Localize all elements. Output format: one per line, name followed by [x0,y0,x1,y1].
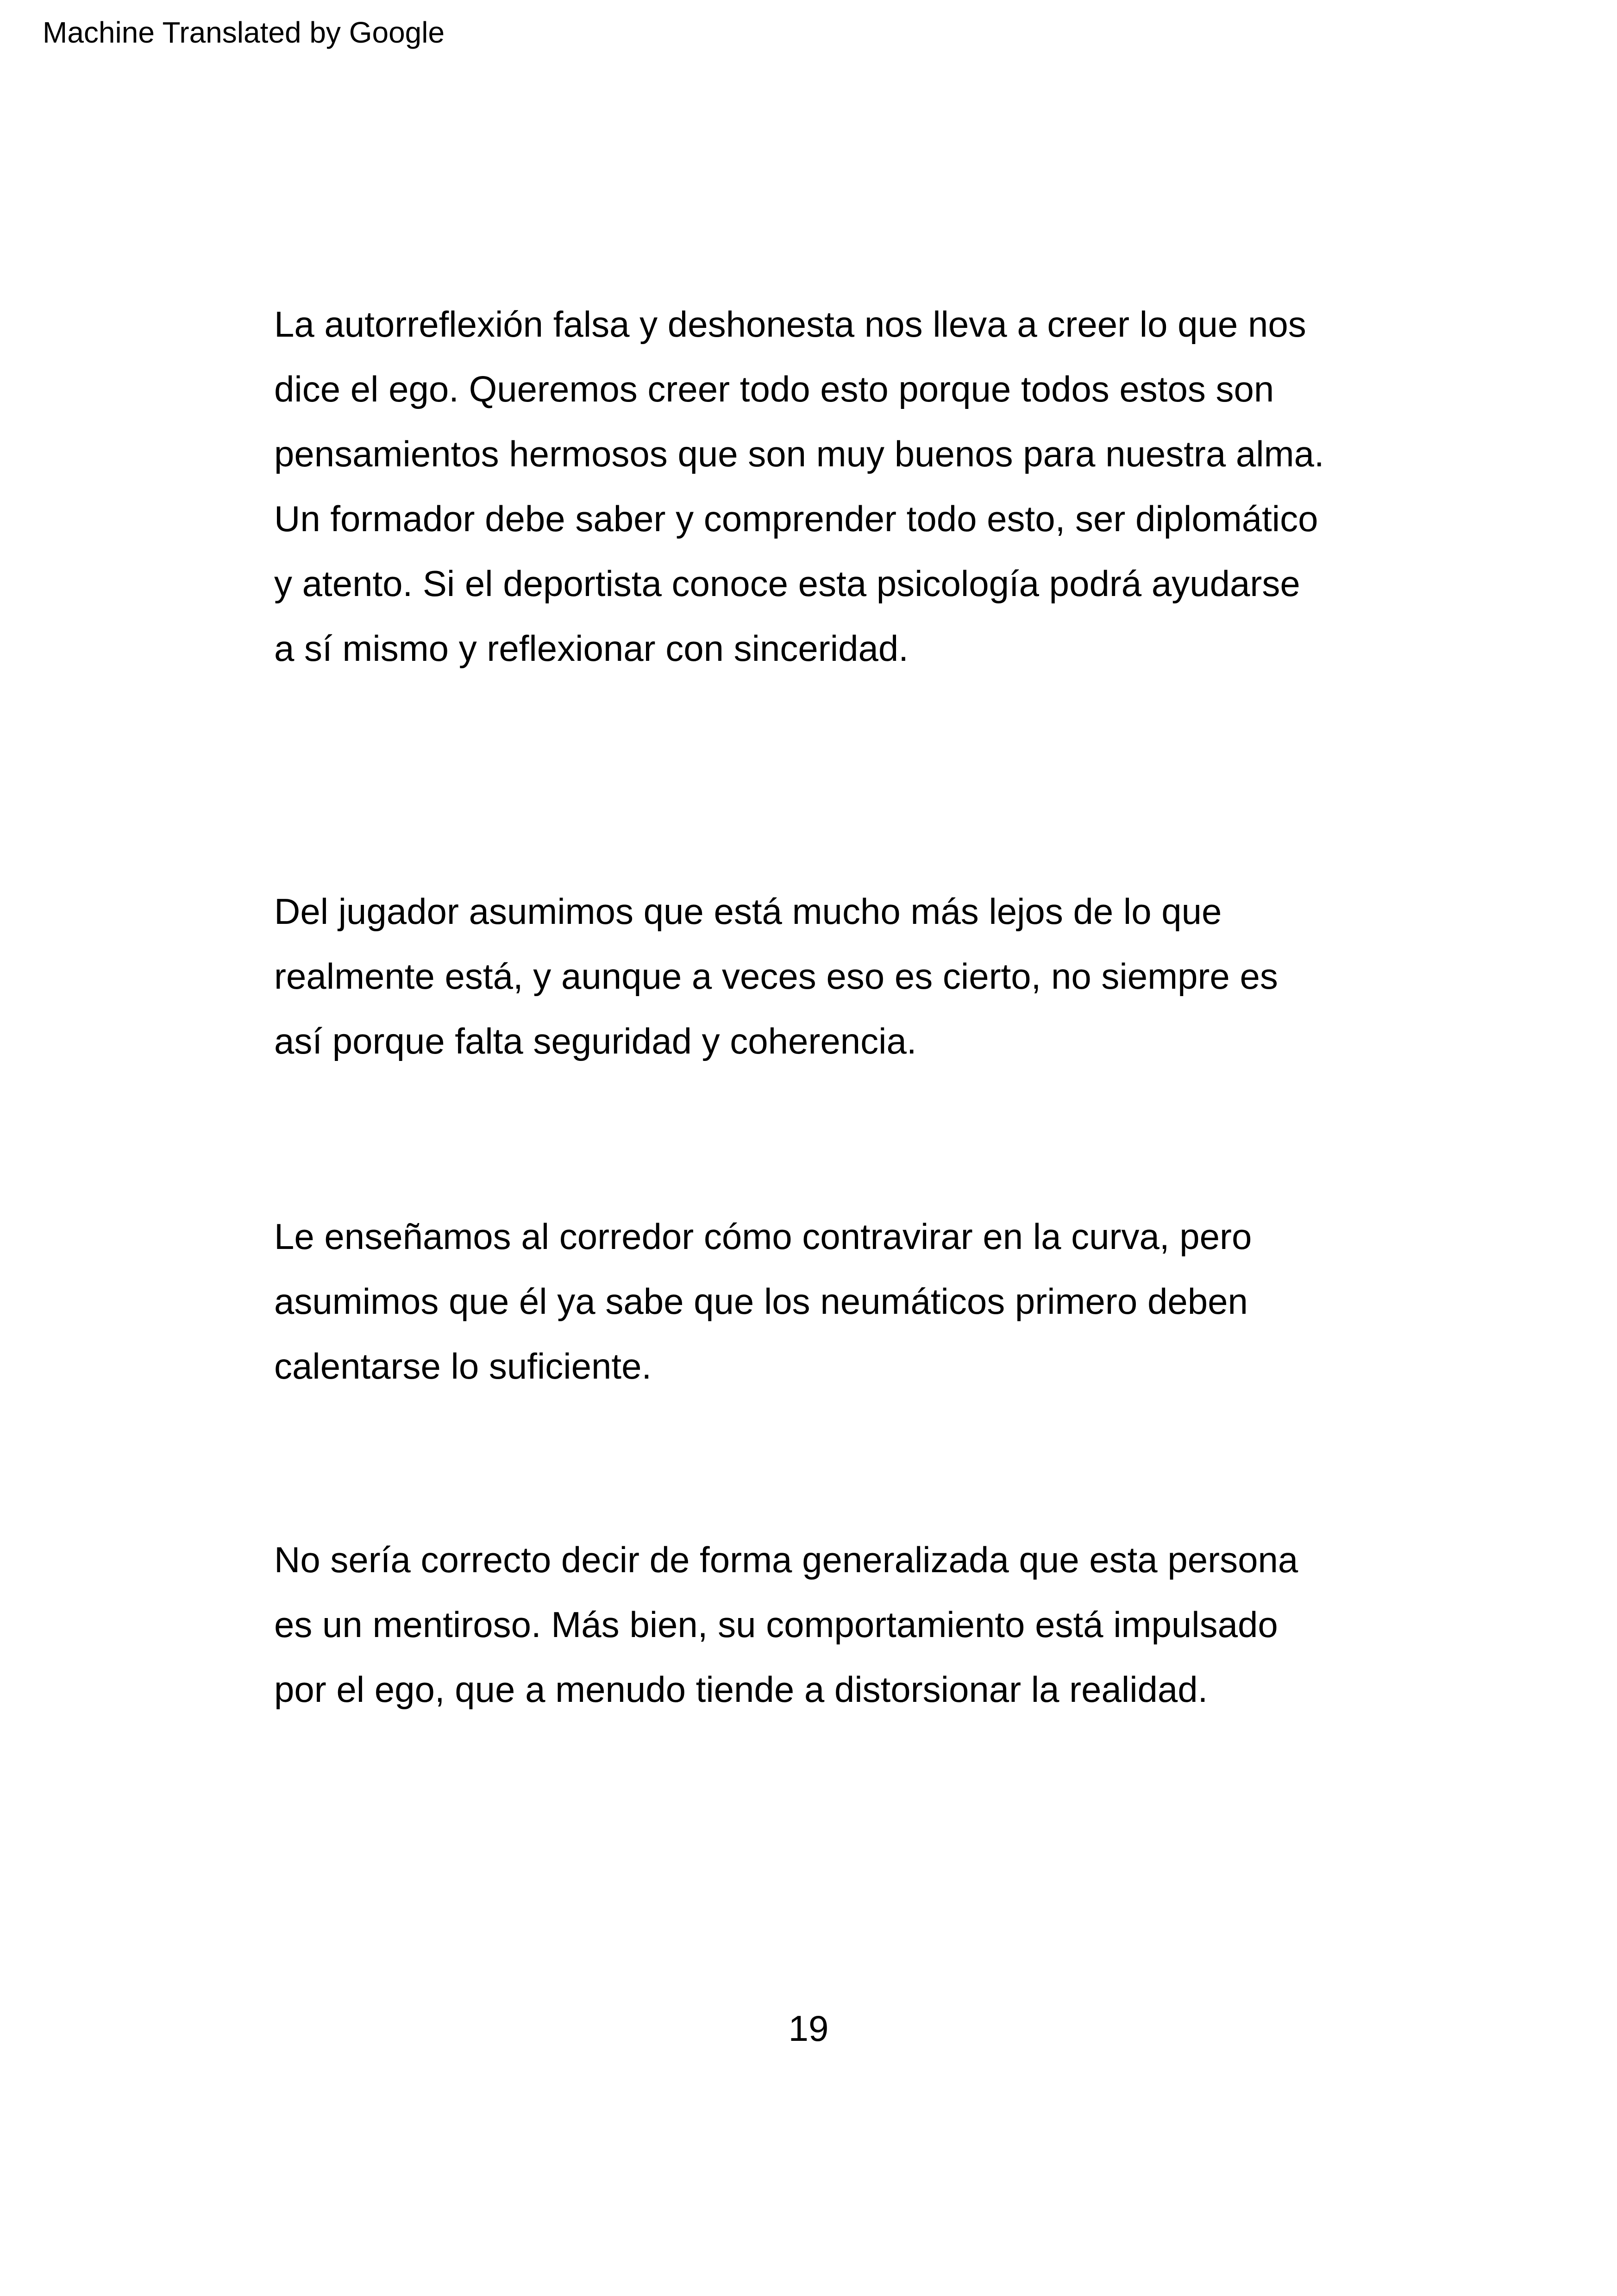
paragraph-3 [274,1204,1367,1399]
paragraph-line: calentarse lo suficiente. [274,1346,652,1386]
paragraph-line: realmente está, y aunque a veces eso es cierto, no siempre es [274,956,1278,997]
paragraph-2 [274,879,1367,1073]
paragraph-line: Le enseñamos al corredor cómo contravirar en la curva, pero [274,1216,1252,1257]
paragraph-line: dice el ego. Queremos creer todo esto porque todos estos son [274,369,1274,409]
paragraph-line: y atento. Si el deportista conoce esta psicología podrá ayudarse [274,563,1300,604]
paragraph-line: a sí mismo y reflexionar con sinceridad. [274,628,909,669]
page-number: 19 [788,2008,829,2049]
paragraph-1 [274,292,1367,681]
paragraph-line: es un mentiroso. Más bien, su comportamiento está impulsado [274,1604,1278,1645]
paragraph-line: No sería correcto decir de forma generalizada que esta persona [274,1539,1298,1580]
paragraph-line: pensamientos hermosos que son muy buenos para nuestra alma. [274,433,1324,474]
paragraph-line: por el ego, que a menudo tiende a distorsionar la realidad. [274,1669,1208,1710]
paragraph-line: Del jugador asumimos que está mucho más lejos de lo que [274,891,1222,932]
paragraph-line: La autorreflexión falsa y deshonesta nos lleva a creer lo que nos [274,304,1306,345]
paragraph-4 [274,1527,1367,1722]
paragraph-line: Un formador debe saber y comprender todo esto, ser diplomático [274,498,1318,539]
paragraph-line: asumimos que él ya sabe que los neumáticos primero deben [274,1281,1248,1322]
paragraph-line: así porque falta seguridad y coherencia. [274,1021,917,1061]
machine-translation-watermark: Machine Translated by Google [43,16,445,49]
